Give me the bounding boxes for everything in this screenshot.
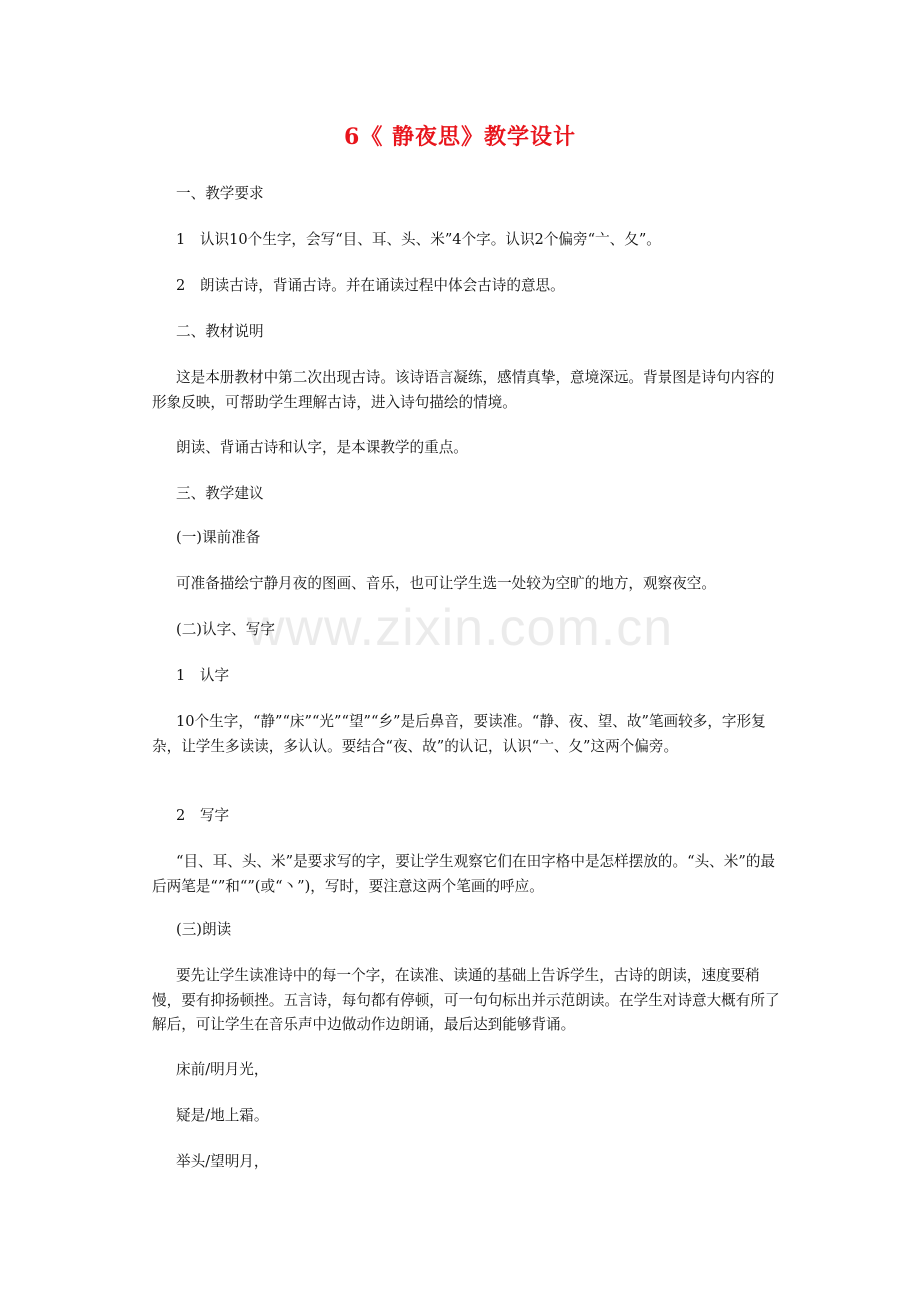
- poem-line-2: 疑是/地上霜。: [176, 1107, 269, 1124]
- materials-focus: 朗读、背诵古诗和认字，是本课教学的重点。: [176, 439, 468, 456]
- poem-line-3: 举头/望明月，: [176, 1153, 269, 1170]
- characters-paragraph: 10个生字，“静”“床”“光”“望”“乡”是后鼻音，要读准。“静、夜、望、故”笔画较多，字形复杂，让学生多读读，多认认。要结合“夜、故”的认记，认识“亠、夂”这两个偏旁。: [152, 713, 766, 755]
- section-heading-suggestions: 三、教学建议: [176, 485, 264, 502]
- writing-paragraph: “目、耳、头、米”是要求写的字，要让学生观察它们在田字格中是怎样摆放的。“头、米”的最后两笔是“”和“”(或“丶”)，写时，要注意这两个笔画的呼应。: [152, 853, 776, 895]
- subsection-reading: (三)朗读: [176, 921, 232, 938]
- materials-paragraph: 这是本册教材中第二次出现古诗。该诗语言凝练，感情真挚，意境深远。背景图是诗句内容的形象反映，可帮助学生理解古诗，进入诗句描绘的情境。: [152, 369, 775, 411]
- preparation-paragraph: 可准备描绘宁静月夜的图画、音乐，也可让学生选一处较为空旷的地方，观察夜空。: [176, 575, 716, 592]
- watermark: www.zixin.com.cn: [246, 599, 674, 657]
- section-heading-requirements: 一、教学要求: [176, 185, 264, 202]
- requirement-item-1: 1 认识10个生字，会写“目、耳、头、米”4个字。认识2个偏旁“亠、夂”。: [176, 231, 661, 248]
- subsection-preparation: (一)课前准备: [176, 529, 261, 546]
- characters-item-1: 1 认字: [176, 667, 230, 684]
- poem-line-1: 床前/明月光，: [176, 1061, 269, 1078]
- document-title: 6《 静夜思》教学设计: [344, 124, 576, 150]
- subsection-characters: (二)认字、写字: [176, 621, 275, 638]
- requirement-item-2: 2 朗读古诗，背诵古诗。并在诵读过程中体会古诗的意思。: [176, 277, 565, 294]
- reading-paragraph: 要先让学生读准诗中的每一个字，在读准、读通的基础上告诉学生，古诗的朗读，速度要稍慢，要有抑扬顿挫。五言诗，每句都有停顿，可一句句标出并示范朗读。在学生对诗意大概有所了解后，可让学生在音乐声中边做动作边朗诵，最后达到能够背诵。: [152, 967, 780, 1033]
- writing-item-2: 2 写字: [176, 807, 230, 824]
- section-heading-materials: 二、教材说明: [176, 323, 264, 340]
